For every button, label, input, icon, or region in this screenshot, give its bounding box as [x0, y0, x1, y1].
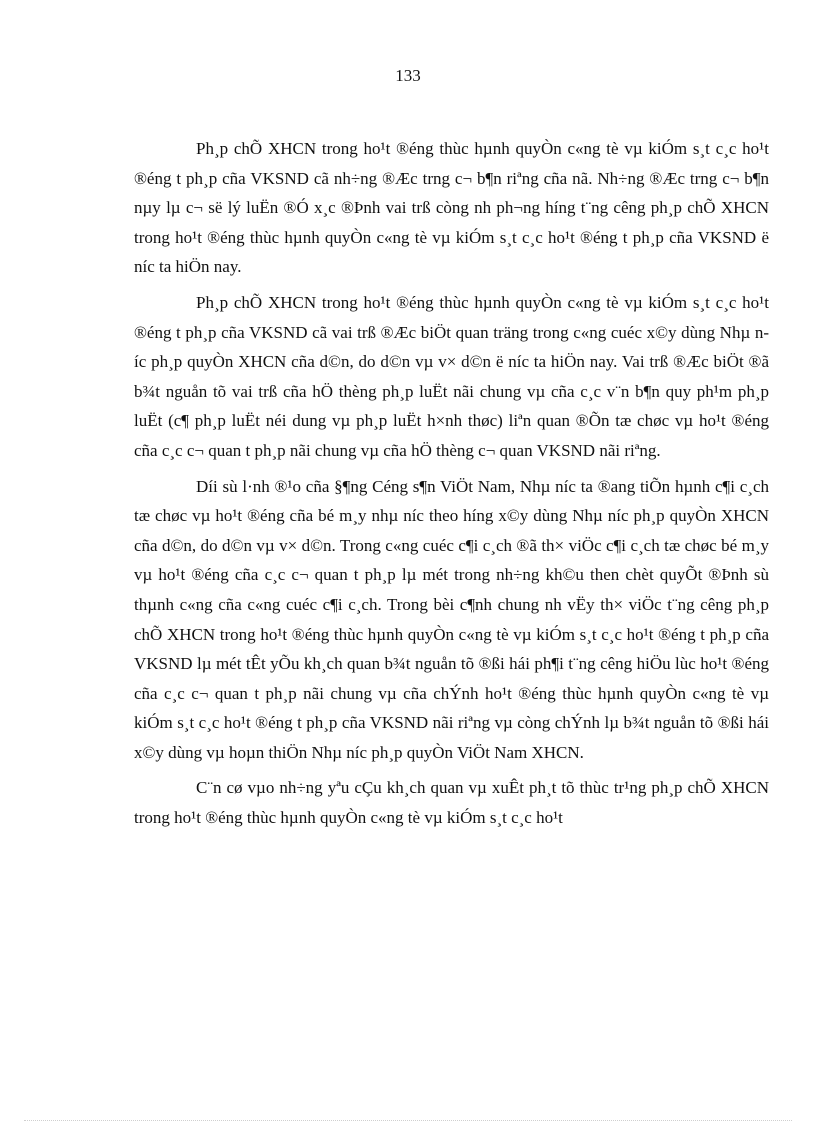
- paragraph-1: Ph¸p chÕ XHCN trong ho¹t ®éng thùc hµnh quyÒn c«ng tè vµ kiÓm s¸t c¸c ho¹t ®éng t ph¸p cña VKSND cã nh÷ng ®Æc trng c¬ b¶n riªng cña nã. Nh÷ng ®Æc trng c¬ b¶n nµy lµ c¬ së lý luËn ®Ó x¸c ®Þnh vai trß còng nh ph¬ng híng t¨ng cêng ph¸p chÕ XHCN trong ho¹t ®éng thùc hµnh quyÒn c«ng tè vµ kiÓm s¸t c¸c ho¹t ®éng t ph¸p cña VKSND ë níc ta hiÖn nay.: [134, 139, 769, 277]
- document-body: [134, 134, 769, 839]
- paragraph-2: Ph¸p chÕ XHCN trong ho¹t ®éng thùc hµnh quyÒn c«ng tè vµ kiÓm s¸t c¸c ho¹t ®éng t ph¸p cña VKSND cã vai trß ®Æc biÖt quan träng trong c«ng cuéc x©y dùng Nhµ níc ph¸p quyÒn XHCN cña d©n, do d©n vµ v× d©n ë níc ta hiÖn nay. Vai trß ®Æc biÖt ®ã b¾t nguån tõ vai trß cña hÖ thèng ph¸p luËt nãi chung vµ cña c¸c v¨n b¶n quy ph¹m ph¸p luËt (c¶ ph¸p luËt néi dung vµ ph¸p luËt h×nh thøc) liªn quan ®Õn tæ chøc vµ ho¹t ®éng cña c¸c c¬ quan t ph¸p nãi chung vµ cña hÖ thèng c¬ quan VKSND nãi riªng.: [134, 292, 769, 460]
- page-bottom-divider: [24, 1120, 792, 1121]
- page-number: 133: [395, 66, 421, 85]
- paragraph-4: C¨n cø vµo nh÷ng yªu cÇu kh¸ch quan vµ xuÊt ph¸t tõ thùc tr¹ng ph¸p chÕ XHCN trong ho¹t ®éng thùc hµnh quyÒn c«ng tè vµ kiÓm s¸t c¸c ho¹t: [134, 778, 769, 828]
- paragraph-3: Díi sù l·nh ®¹o cña §¶ng Céng s¶n ViÖt Nam, Nhµ níc ta ®ang tiÕn hµnh c¶i c¸ch tæ chøc vµ ho¹t ®éng cña bé m¸y nhµ níc theo híng x©y dùng Nhµ níc ph¸p quyÒn XHCN cña d©n, do d©n vµ v× d©n. Trong c«ng cuéc c¶i c¸ch ®ã th× viÖc c¶i c¸ch tæ chøc bé m¸y vµ ho¹t ®éng cña c¸c c¬ quan t ph¸p lµ mét trong nh÷ng kh©u then chèt quyÕt ®Þnh sù thµnh c«ng cña c«ng cuéc c¶i c¸ch. Trong bèi c¶nh chung nh vËy th× viÖc t¨ng cêng ph¸p chÕ XHCN trong ho¹t ®éng thùc hµnh quyÒn c«ng tè vµ kiÓm s¸t c¸c ho¹t ®éng t ph¸p cña VKSND lµ mét tÊt yÕu kh¸ch quan b¾t nguån tõ ®ßi hái ph¶i t¨ng cêng hiÖu lùc ho¹t ®éng cña c¸c c¬ quan t ph¸p nãi chung vµ cña chÝnh ho¹t ®éng thùc hµnh quyÒn c«ng tè vµ kiÓm s¸t c¸c ho¹t ®éng t ph¸p cña VKSND nãi riªng vµ còng chÝnh lµ b¾t nguån tõ ®ßi hái x©y dùng vµ hoµn thiÖn Nhµ níc ph¸p quyÒn ViÖt Nam XHCN.: [134, 476, 769, 762]
